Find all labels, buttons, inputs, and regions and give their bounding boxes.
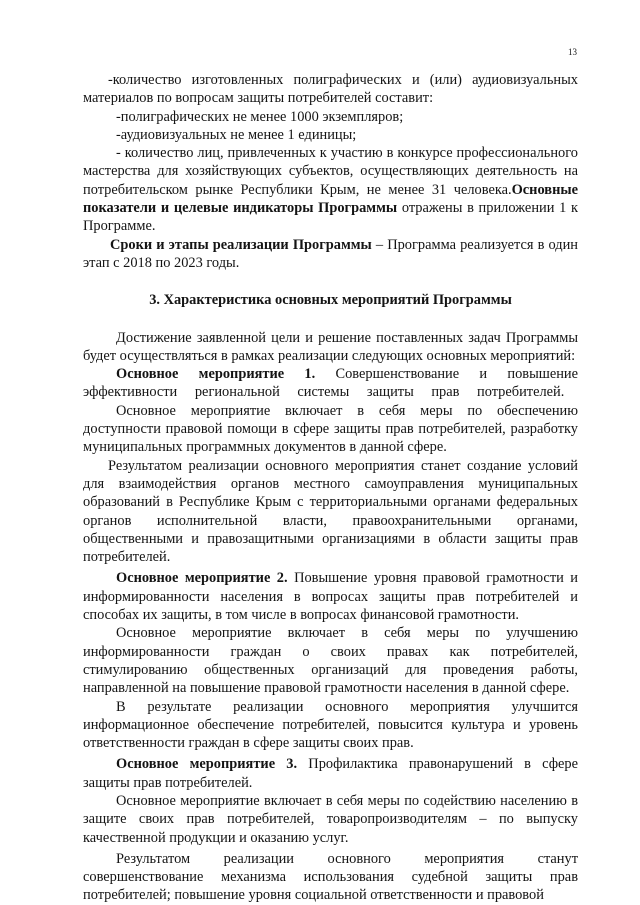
paragraph-text: – Программа реализуется в один этап с 2018 по 2023 годы. xyxy=(83,236,579,271)
bold-phrase: Основные показатели и целевые индикаторы Программы xyxy=(83,181,578,217)
paragraph xyxy=(83,569,578,624)
paragraph: Результатом реализации основного мероприятия станут совершенствование механизма использования судебной защиты прав потребителей; повышение уровня социальной ответственности и правовой xyxy=(83,850,578,904)
paragraph: -аудиовизуальных не менее 1 единицы; xyxy=(116,126,357,143)
paragraph: В результате реализации основного мероприятия улучшится информационное обеспечение потребителей, повысится культура и уровень ответственности граждан в сфере защиты своих прав. xyxy=(83,698,578,752)
paragraph xyxy=(83,236,578,273)
paragraph xyxy=(83,755,578,792)
paragraph: Достижение заявленной цели и решение поставленных задач Программы будет осуществляться в рамках реализации следующих основных мероприятий: xyxy=(83,329,578,364)
section-heading: 3. Характеристика основных мероприятий Программы xyxy=(149,292,512,309)
bold-phrase: Основное мероприятие 3. xyxy=(116,756,298,773)
paragraph: Основное мероприятие включает в себя меры по улучшению информированности граждан о своих правах как потребителей, стимулированию общественных организаций для проведения работы, направленной на повышение правовой грамотности населения в данной сфере. xyxy=(83,625,578,697)
paragraph-text: Совершенствование и повышение эффективности региональной системы защиты прав потребителей. xyxy=(83,366,579,401)
paragraph: -количество изготовленных полиграфических и (или) аудиовизуальных материалов по вопросам защиты потребителей составит: xyxy=(83,72,578,107)
page-number: 13 xyxy=(568,47,577,57)
paragraph-text: Профилактика правонарушений в сфере защиты прав потребителей. xyxy=(83,756,578,791)
bold-phrase: Сроки и этапы реализации Программы xyxy=(110,236,372,253)
paragraph: -полиграфических не менее 1000 экземпляров; xyxy=(116,108,404,125)
bold-phrase: Основное мероприятие 1. xyxy=(116,366,316,383)
paragraph: Основное мероприятие включает в себя меры по содействию населению в защите своих прав потребителей, товаропроизводителям – по выпуску качественной продукции и оказанию услуг. xyxy=(83,792,578,846)
paragraph xyxy=(83,144,578,235)
paragraph-text: отражены в приложении 1 к Программе. xyxy=(83,200,578,235)
paragraph xyxy=(83,365,578,402)
bold-phrase: Основное мероприятие 2. xyxy=(116,570,288,587)
paragraph: Основное мероприятие включает в себя меры по обеспечению доступности правовой помощи в сфере защиты прав потребителей, разработку муниципальных программных документов в данной сфере. xyxy=(83,402,578,456)
paragraph-text: Повышение уровня правовой грамотности и информированности населения в вопросах защиты прав потребителей и способах их защиты, в том числе в вопросах финансовой грамотности. xyxy=(83,570,578,624)
paragraph-text: - количество лиц, привлеченных к участию в конкурсе профессионального мастерства для хозяйствующих субъектов, осуществляющих деятельность на потребительском рынке Республики Крым, не менее 31 человека. xyxy=(83,145,578,198)
document-body xyxy=(83,71,578,905)
paragraph: Результатом реализации основного мероприятия станет создание условий для взаимодействия органов местного самоуправления муниципальных образований в Республике Крым с территориальными органами федеральных органов исполнительной власти, правоохранительными органами, общественными и правозащитными организациями в области защиты прав потребителей. xyxy=(83,457,578,566)
